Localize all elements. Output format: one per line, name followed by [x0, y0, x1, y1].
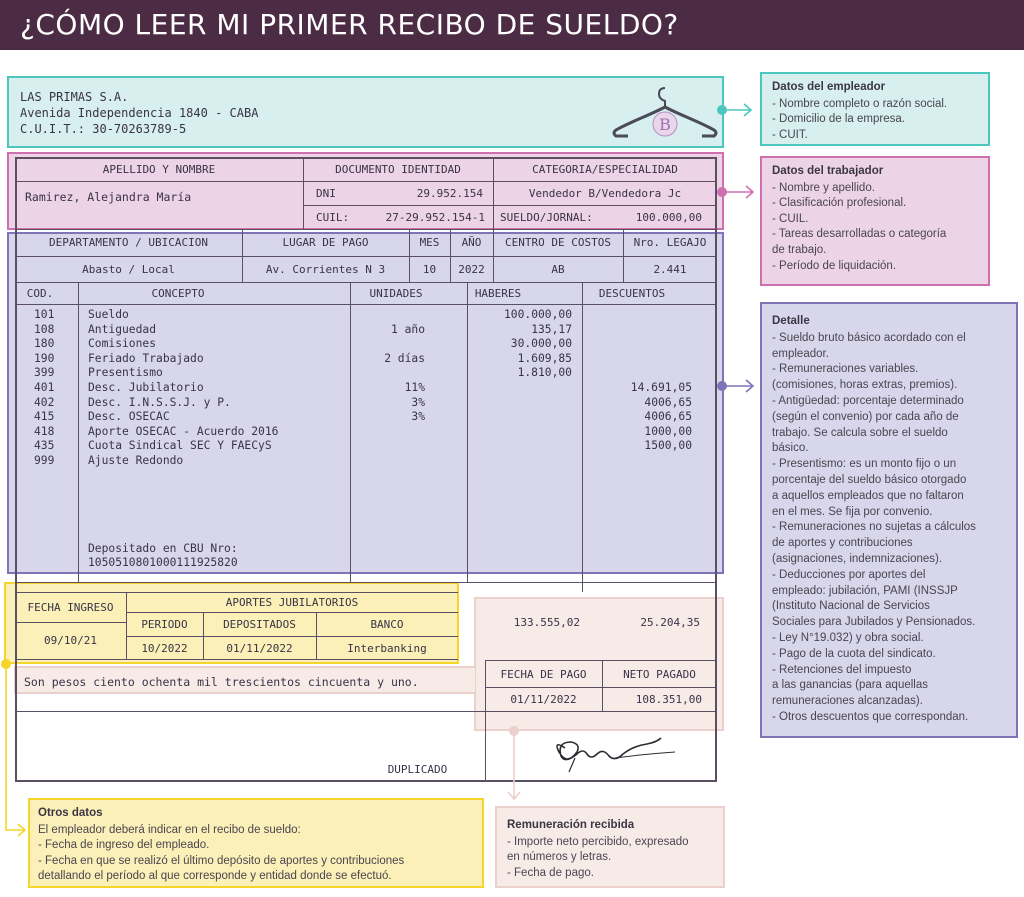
row-concepto: Sueldo — [88, 308, 129, 321]
periodo-value: 10/2022 — [141, 641, 188, 655]
note-line: - Fecha en que se realizó el último depósito de aportes y contribuciones — [38, 854, 405, 867]
row-unidades: 1 año — [390, 322, 425, 336]
header-descuentos: DESCUENTOS — [598, 286, 666, 300]
note-line: - Nombre y apellido. — [772, 181, 875, 194]
row-descuentos: 4006,65 — [644, 395, 692, 409]
row-concepto: Feriado Trabajado — [88, 351, 204, 365]
header-fecha-pago: FECHA DE PAGO — [500, 667, 587, 681]
header-neto-pagado: NETO PAGADO — [623, 667, 696, 681]
row-concepto: Desc. Jubilatorio — [88, 381, 204, 394]
row-concepto: Presentismo — [88, 366, 163, 380]
note-line: (comisiones, horas extras, premios). — [772, 379, 958, 392]
total-descuentos: 25.204,35 — [640, 615, 700, 629]
note-other-title: Otros datos — [38, 807, 103, 819]
note-line: - Clasificación profesional. — [772, 197, 907, 210]
header-concepto: CONCEPTO — [151, 286, 205, 300]
note-line: - Ley N°19.032) y obra social. — [772, 631, 924, 644]
row-unidades: 3% — [411, 395, 425, 409]
fecha-ingreso-value: 09/10/21 — [44, 633, 97, 647]
row-unidades: 2 días — [384, 351, 425, 365]
note-line: El empleador deberá indicar en el recibo de sueldo: — [38, 823, 301, 836]
note-line: (asignaciones, indemnizaciones). — [772, 552, 943, 565]
row-concepto: Ajuste Redondo — [88, 454, 184, 467]
note-line: - Remuneraciones no sujetas a cálculos — [772, 521, 976, 534]
note-line: (Instituto Nacional de Servicios — [772, 600, 930, 613]
note-detail-title: Detalle — [772, 315, 810, 327]
header-legajo: Nro. LEGAJO — [633, 236, 707, 249]
row-haberes: 1.810,00 — [517, 366, 572, 380]
note-line: - Retenciones del impuesto — [772, 663, 912, 676]
note-line: (según el convenio) por cada año de — [772, 410, 959, 423]
row-cod: 190 — [34, 351, 55, 365]
header-month: MES — [419, 236, 440, 249]
note-line: - Nombre completo o razón social. — [772, 97, 948, 110]
header-banco: BANCO — [370, 617, 404, 631]
employer-cuit: C.U.I.T.: 30-70263789-5 — [20, 122, 187, 136]
row-cod: 399 — [34, 366, 55, 380]
note-line: en el mes. Se fija por convenio. — [772, 505, 933, 518]
row-unidades: 11% — [404, 381, 425, 394]
row-cod: 101 — [34, 308, 55, 321]
note-line: de aportes y contribuciones — [772, 537, 913, 550]
header-category: CATEGORIA/ESPECIALIDAD — [532, 162, 678, 176]
header-place: LUGAR DE PAGO — [282, 236, 369, 249]
note-line: - Remuneraciones variables. — [772, 363, 919, 376]
note-line: - Deducciones por aportes del — [772, 568, 926, 581]
note-line: - Pago de la cuota del sindicato. — [772, 647, 936, 660]
row-haberes: 100.000,00 — [503, 308, 572, 321]
header-cost-center: CENTRO DE COSTOS — [505, 236, 611, 249]
row-cod: 435 — [34, 439, 55, 453]
note-line: Sociales para Jubilados y Pensionados. — [772, 616, 976, 629]
header-year: AÑO — [461, 236, 482, 249]
legajo-value: 2.441 — [653, 262, 687, 276]
total-haberes: 133.555,02 — [513, 615, 580, 629]
note-line: detallando el período al que corresponde y entidad donde se efectuó. — [38, 870, 392, 883]
category-value: Vendedor B/Vendedora Jc — [528, 186, 682, 200]
row-cod: 401 — [34, 381, 55, 394]
logo-letter: B — [659, 115, 671, 134]
header-periodo: PERIODO — [141, 617, 188, 631]
header-fecha-ingreso: FECHA INGRESO — [27, 600, 114, 614]
row-concepto: Cuota Sindical SEC Y FAECyS — [88, 439, 272, 453]
note-line: - Antigüedad: porcentaje determinado — [772, 394, 964, 407]
note-line: - Período de liquidación. — [772, 259, 897, 272]
cbu-label: Depositado en CBU Nro: — [88, 542, 238, 555]
note-line: - Tareas desarrolladas o categoría — [772, 228, 947, 241]
note-line: - Fecha de ingreso del empleado. — [38, 839, 210, 852]
note-line: - Presentismo: es un monto fijo o un — [772, 458, 957, 471]
row-haberes: 1.609,85 — [517, 351, 572, 365]
note-line: a las ganancias (para aquellas — [772, 679, 928, 692]
month-value: 10 — [422, 262, 437, 276]
note-line: - Fecha de pago. — [507, 866, 594, 879]
year-value: 2022 — [458, 262, 485, 276]
fecha-pago-value: 01/11/2022 — [510, 693, 577, 706]
header-aportes: APORTES JUBILATORIOS — [225, 595, 359, 609]
row-haberes: 135,17 — [531, 322, 572, 336]
banco-value: Interbanking — [347, 641, 427, 655]
note-line: empleado: jubilación, PAMI (INSSJP — [772, 584, 958, 597]
cost-center-value: AB — [551, 262, 565, 276]
header-depositados: DEPOSITADOS — [223, 617, 296, 631]
duplicado-label: DUPLICADO — [387, 762, 448, 776]
row-concepto: Desc. I.N.S.S.J. y P. — [88, 395, 231, 409]
cuil-label: CUIL: — [316, 210, 350, 224]
employer-address: Avenida Independencia 1840 - CABA — [20, 106, 259, 120]
note-line: - CUIT. — [772, 128, 808, 141]
neto-pagado-value: 108.351,00 — [635, 693, 702, 706]
cuil-value: 27-29.952.154-1 — [385, 210, 485, 224]
row-concepto: Aporte OSECAC - Acuerdo 2016 — [88, 424, 279, 438]
note-line: - Sueldo bruto básico acordado con el — [772, 331, 966, 344]
header-department: DEPARTAMENTO / UBICACION — [49, 236, 208, 249]
note-line: - Importe neto percibido, expresado — [507, 835, 689, 848]
note-line: trabajo. Se calcula sobre el sueldo — [772, 426, 948, 439]
note-line: - Domicilio de la empresa. — [772, 113, 905, 126]
note-line: empleador. — [772, 347, 829, 360]
department-value: Abasto / Local — [82, 262, 175, 276]
row-descuentos: 4006,65 — [644, 410, 692, 424]
salary-label: SUELDO/JORNAL: — [500, 210, 593, 224]
row-descuentos: 1000,00 — [644, 424, 692, 438]
header-cod: COD. — [26, 286, 54, 300]
row-cod: 108 — [34, 322, 55, 336]
note-line: de trabajo. — [772, 243, 827, 256]
row-cod: 180 — [34, 337, 55, 351]
amount-in-words: Son pesos ciento ochenta mil trescientos cincuenta y uno. — [24, 675, 419, 689]
header-document: DOCUMENTO IDENTIDAD — [335, 162, 461, 176]
row-cod: 415 — [34, 410, 55, 424]
row-concepto: Antiguedad — [88, 322, 157, 336]
employer-name: LAS PRIMAS S.A. — [20, 90, 129, 104]
note-employer-title: Datos del empleador — [772, 81, 886, 93]
dni-value: 29.952.154 — [416, 186, 483, 200]
salary-value: 100.000,00 — [635, 210, 702, 224]
note-remuneration-title: Remuneración recibida — [507, 819, 635, 831]
dni-label: DNI — [316, 186, 336, 200]
note-line: remuneraciones alcanzadas). — [772, 695, 923, 708]
note-line: a aquellos empleados que no faltaron — [772, 489, 964, 502]
row-descuentos: 14.691,05 — [630, 381, 692, 394]
depositados-value: 01/11/2022 — [226, 641, 293, 655]
worker-name: Ramirez, Alejandra María — [25, 190, 192, 204]
row-concepto: Comisiones — [88, 337, 157, 351]
note-line: - Otros descuentos que correspondan. — [772, 710, 969, 723]
note-line: porcentaje del sueldo básico otorgado — [772, 473, 967, 486]
note-line: en números y letras. — [507, 851, 612, 864]
place-value: Av. Corrientes N 3 — [265, 262, 386, 276]
note-line: - CUIL. — [772, 212, 809, 225]
note-worker-title: Datos del trabajador — [772, 165, 884, 177]
row-haberes: 30.000,00 — [510, 337, 572, 351]
note-line: básico. — [772, 442, 809, 455]
row-cod: 418 — [34, 424, 55, 438]
row-concepto: Desc. OSECAC — [88, 410, 170, 424]
header-unidades: UNIDADES — [369, 286, 423, 300]
row-cod: 402 — [34, 395, 55, 409]
header-name: APELLIDO Y NOMBRE — [102, 162, 216, 176]
cbu-value: 1050510801000111925820 — [88, 556, 238, 569]
page-title: ¿CÓMO LEER MI PRIMER RECIBO DE SUELDO? — [0, 0, 1024, 50]
row-cod: 999 — [34, 454, 55, 467]
row-unidades: 3% — [411, 410, 425, 424]
header-haberes: HABERES — [474, 286, 522, 300]
row-descuentos: 1500,00 — [644, 439, 692, 453]
